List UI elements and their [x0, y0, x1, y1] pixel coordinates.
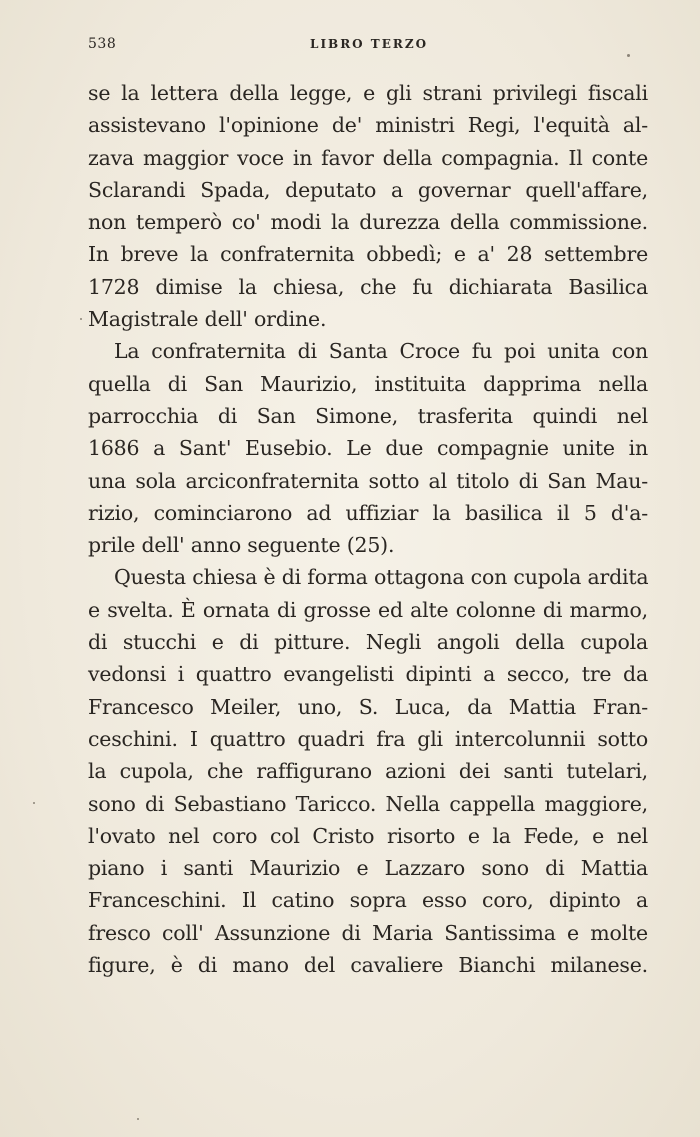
text-line: La confraternita di Santa Croce fu poi unita con [114, 339, 648, 364]
text-line: e svelta. È ornata di grosse ed alte colonne di marmo, [88, 597, 648, 622]
text-line: 1686 a Sant' Eusebio. Le due compagnie unite in [88, 436, 648, 461]
text-line: vedonsi i quattro evangelisti dipinti a secco, tre da [88, 662, 648, 687]
running-head [88, 36, 648, 58]
text-line: la cupola, che raffigurano azioni dei santi tutelari, [88, 759, 648, 784]
ink-speck [137, 1118, 139, 1120]
text-line: zava maggior voce in favor della compagnia. Il conte [88, 145, 648, 170]
text-line: sono di Sebastiano Taricco. Nella cappella maggiore, [88, 791, 648, 816]
text-line: piano i santi Maurizio e Lazzaro sono di Mattia [88, 856, 648, 881]
text-line: Francesco Meiler, uno, S. Luca, da Mattia Fran- [88, 694, 648, 719]
body-text [88, 77, 648, 981]
text-line: quella di San Maurizio, instituita dapprima nella [88, 371, 648, 396]
text-line: prile dell' anno seguente (25). [88, 533, 395, 558]
text-line: Sclarandi Spada, deputato a governar quell'affare, [88, 177, 648, 202]
text-line: l'ovato nel coro col Cristo risorto e la Fede, e nel [88, 823, 648, 848]
text-line: non temperò co' modi la durezza della commissione. [88, 210, 648, 235]
ink-speck [80, 318, 82, 320]
text-line: se la lettera della legge, e gli strani privilegi fiscali [88, 81, 648, 105]
text-line: figure, è di mano del cavaliere Bianchi milanese. [88, 953, 648, 978]
text-line: ceschini. I quattro quadri fra gli intercolunnii sotto [88, 726, 648, 751]
text-line: Questa chiesa è di forma ottagona con cupola ardita [114, 565, 649, 590]
text-line: In breve la confraternita obbedì; e a' 28 settembre [88, 242, 648, 267]
text-line: di stucchi e di pitture. Negli angoli della cupola [88, 630, 648, 655]
text-line: fresco coll' Assunzione di Maria Santissima e molte [88, 920, 648, 945]
page-number: 538 [88, 36, 117, 52]
text-line: Franceschini. Il catino sopra esso coro, dipinto a [88, 888, 648, 913]
text-line: Magistrale dell' ordine. [88, 307, 327, 332]
text-line: una sola arciconfraternita sotto al titolo di San Mau- [88, 468, 648, 493]
ink-speck [627, 54, 630, 57]
running-title: LIBRO TERZO [310, 37, 429, 51]
text-line: parrocchia di San Simone, trasferita quindi nel [88, 403, 648, 428]
text-line: assistevano l'opinione de' ministri Regi, l'equità al- [88, 113, 648, 138]
ink-speck [33, 802, 35, 804]
text-line: 1728 dimise la chiesa, che fu dichiarata Basilica [88, 274, 648, 299]
text-line: rizio, cominciarono ad uffiziar la basilica il 5 d'a- [88, 500, 648, 525]
